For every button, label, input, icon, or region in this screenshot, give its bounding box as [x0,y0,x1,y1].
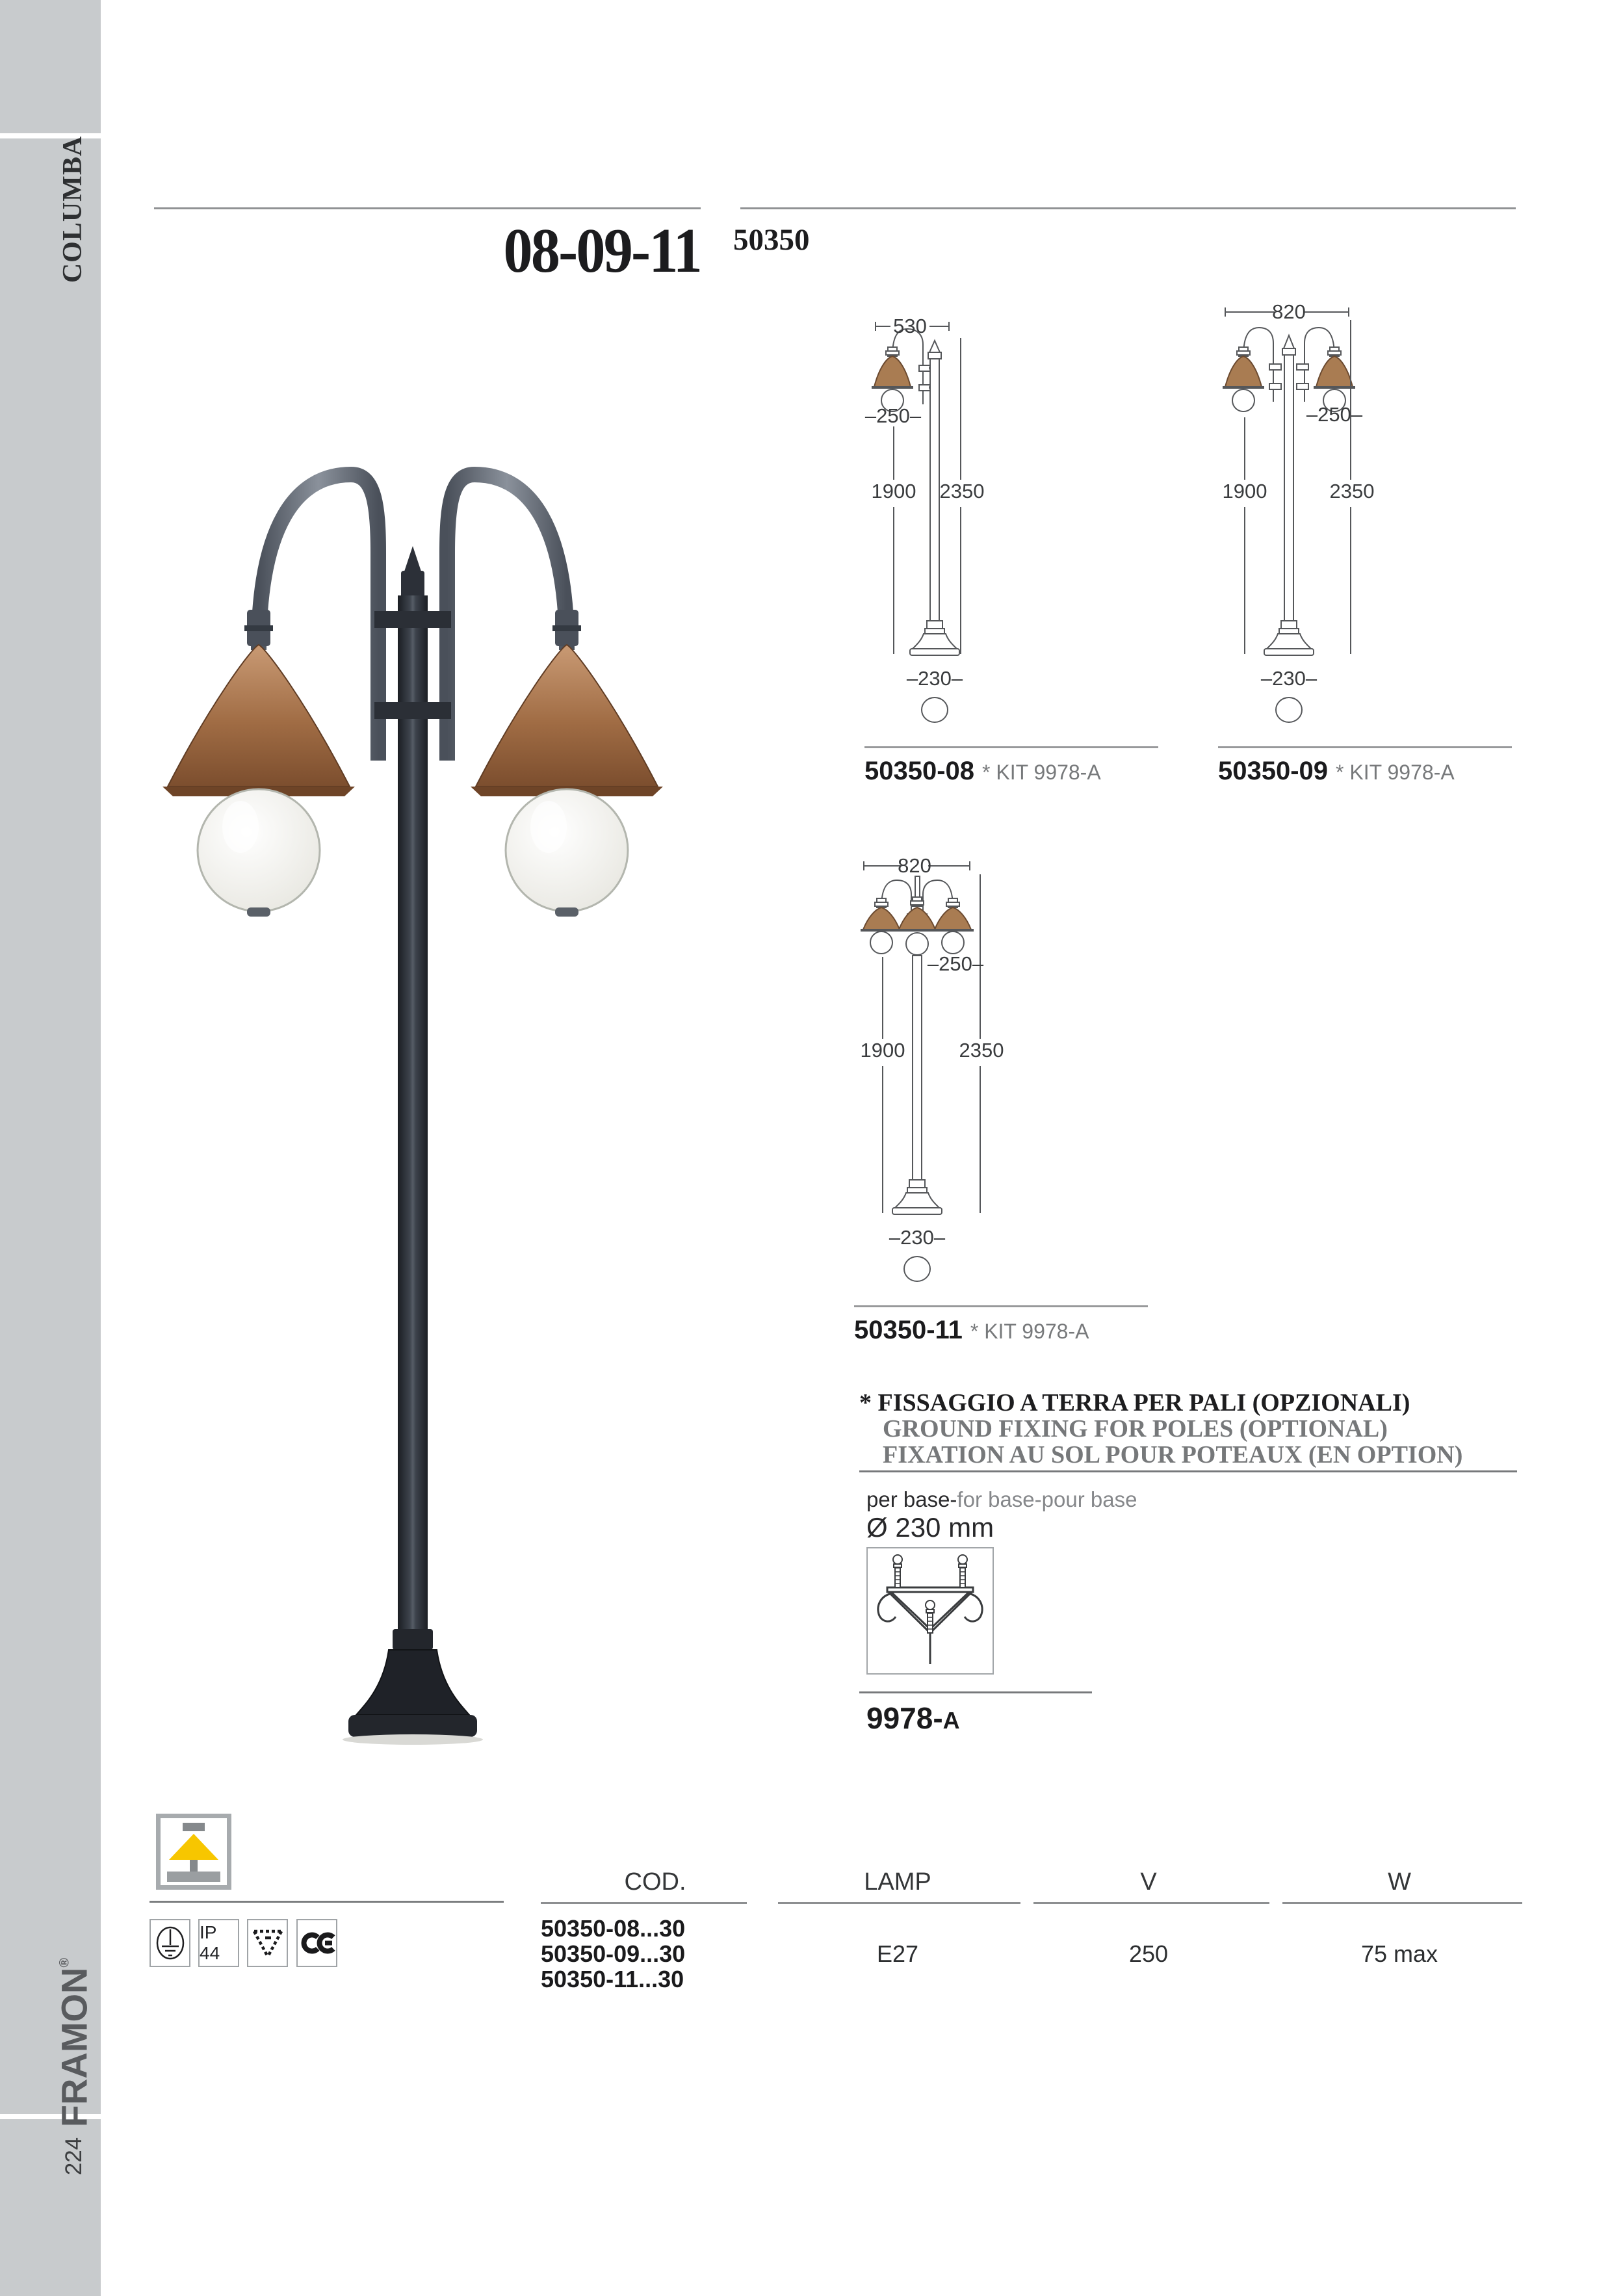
series-title: COLUMBA [58,135,88,283]
dotted-triangle-icon [247,1919,288,1967]
table-rule-w [1282,1902,1522,1904]
right-globe [506,789,628,911]
ground-fixing-rule [859,1470,1517,1472]
diagram2-code: 50350-09 [1218,757,1329,785]
diagram3-right-shade [935,907,971,930]
table-voltage-value: 250 [1128,1940,1169,1967]
table-wattage-value: 75 max [1360,1940,1438,1967]
per-base-secondary: for base-pour base [957,1487,1137,1511]
diagram-50350-11 [851,852,1163,1307]
base-diameter: Ø 230 mm [866,1512,994,1543]
diagram1-shade [874,356,911,387]
table-code-row-3: 50350-11...30 [541,1966,684,1992]
table-rule-cod [541,1902,747,1904]
dim-1900: 1900 [1222,480,1267,502]
tie-bar-upper [374,611,451,628]
header-rule-left [154,207,701,209]
header-rule-right [740,207,1516,209]
dim-1900: 1900 [871,480,916,502]
brand-logo [53,1958,96,2128]
dim-2350: 2350 [959,1039,1004,1062]
sidebar [0,0,101,2296]
ground-fixing-note-en: GROUND FIXING FOR POLES (OPTIONAL) [883,1415,1388,1442]
page-title: 08-09-11 [503,216,701,286]
diagram3-center-shade [899,907,935,930]
table-code-row-1: 50350-08...30 [541,1915,686,1942]
page-number: 224 [61,2137,86,2176]
family-code: 50350 [733,223,810,257]
dim-230: –230– [1260,667,1318,690]
table-rule-lamp [778,1902,1020,1904]
base-plinth [348,1715,477,1737]
left-shade [168,645,350,787]
kit-code-main: 9978- [866,1701,943,1735]
dim-250: –250– [1306,403,1363,426]
dim-230: –230– [889,1226,946,1249]
table-code-row-2: 50350-09...30 [541,1940,686,1967]
per-base-label [866,1487,1137,1512]
ground-fixing-note-fr: FIXATION AU SOL POUR POTEAUX (EN OPTION) [883,1441,1463,1468]
dim-250: –250– [864,404,922,427]
table-header-lamp: LAMP [864,1868,931,1896]
diagram2-rule [1218,746,1512,748]
base-collar [393,1629,433,1650]
pole-finial [404,546,422,573]
diagram2-label [1218,757,1455,786]
earth-ground-icon [149,1919,190,1967]
table-header-cod: COD. [624,1868,686,1896]
ip-rating-text: IP 44 [200,1922,220,1963]
left-globe [198,789,320,911]
diagram1-label [864,757,1101,786]
diagram3-rule [854,1305,1148,1307]
diagram2-right-shade [1316,356,1353,387]
lamp-triangle [169,1834,218,1860]
product-photo [149,397,676,1749]
registered-mark: ® [57,1957,72,1968]
diagram1-rule [864,746,1158,748]
ce-mark-icon [296,1919,337,1967]
kit-9978a-drawing [868,1548,993,1673]
kit-9978a-box [866,1547,994,1675]
diagram1-kit: * KIT 9978-A [982,761,1101,784]
dim-820: 820 [1272,300,1306,323]
ground-fixing-note-it: * FISSAGGIO A TERRA PER PALI (OPZIONALI) [859,1389,1410,1416]
dim-530: 530 [893,315,927,337]
diagram2-left-shade [1225,356,1262,387]
dim-1900: 1900 [860,1039,905,1062]
diagram3-kit: * KIT 9978-A [970,1320,1089,1343]
table-header-w: W [1388,1868,1411,1896]
kit-code-rule [859,1691,1092,1693]
pole-shaft [398,595,428,1630]
diagram1-code: 50350-08 [864,757,975,785]
brand-logo-text: FRAMON [53,1967,95,2128]
diagram-50350-09 [1217,293,1516,748]
right-shade [476,645,658,787]
dim-230: –230– [906,667,963,690]
diagram-50350-08 [864,293,1163,748]
per-base-primary: per base- [866,1487,957,1511]
post-top-mounting-icon [156,1814,231,1890]
table-lamp-value: E27 [876,1940,919,1967]
dim-2350: 2350 [939,480,985,502]
table-header-v: V [1140,1868,1157,1896]
diagram3-code: 50350-11 [854,1316,963,1344]
dim-2350: 2350 [1329,480,1375,502]
diagram3-label [854,1316,1089,1345]
diagram3-left-shade [863,907,900,930]
base-bell [356,1650,469,1715]
ip-rating-badge [198,1919,239,1967]
kit-code-label [866,1701,960,1736]
table-rule-v [1033,1902,1269,1904]
dim-820: 820 [898,854,931,877]
tie-bar-lower [374,702,451,719]
dim-250: –250– [927,952,984,975]
kit-code-suffix: A [942,1707,960,1734]
icons-rule [149,1901,504,1903]
diagram2-kit: * KIT 9978-A [1336,761,1455,784]
